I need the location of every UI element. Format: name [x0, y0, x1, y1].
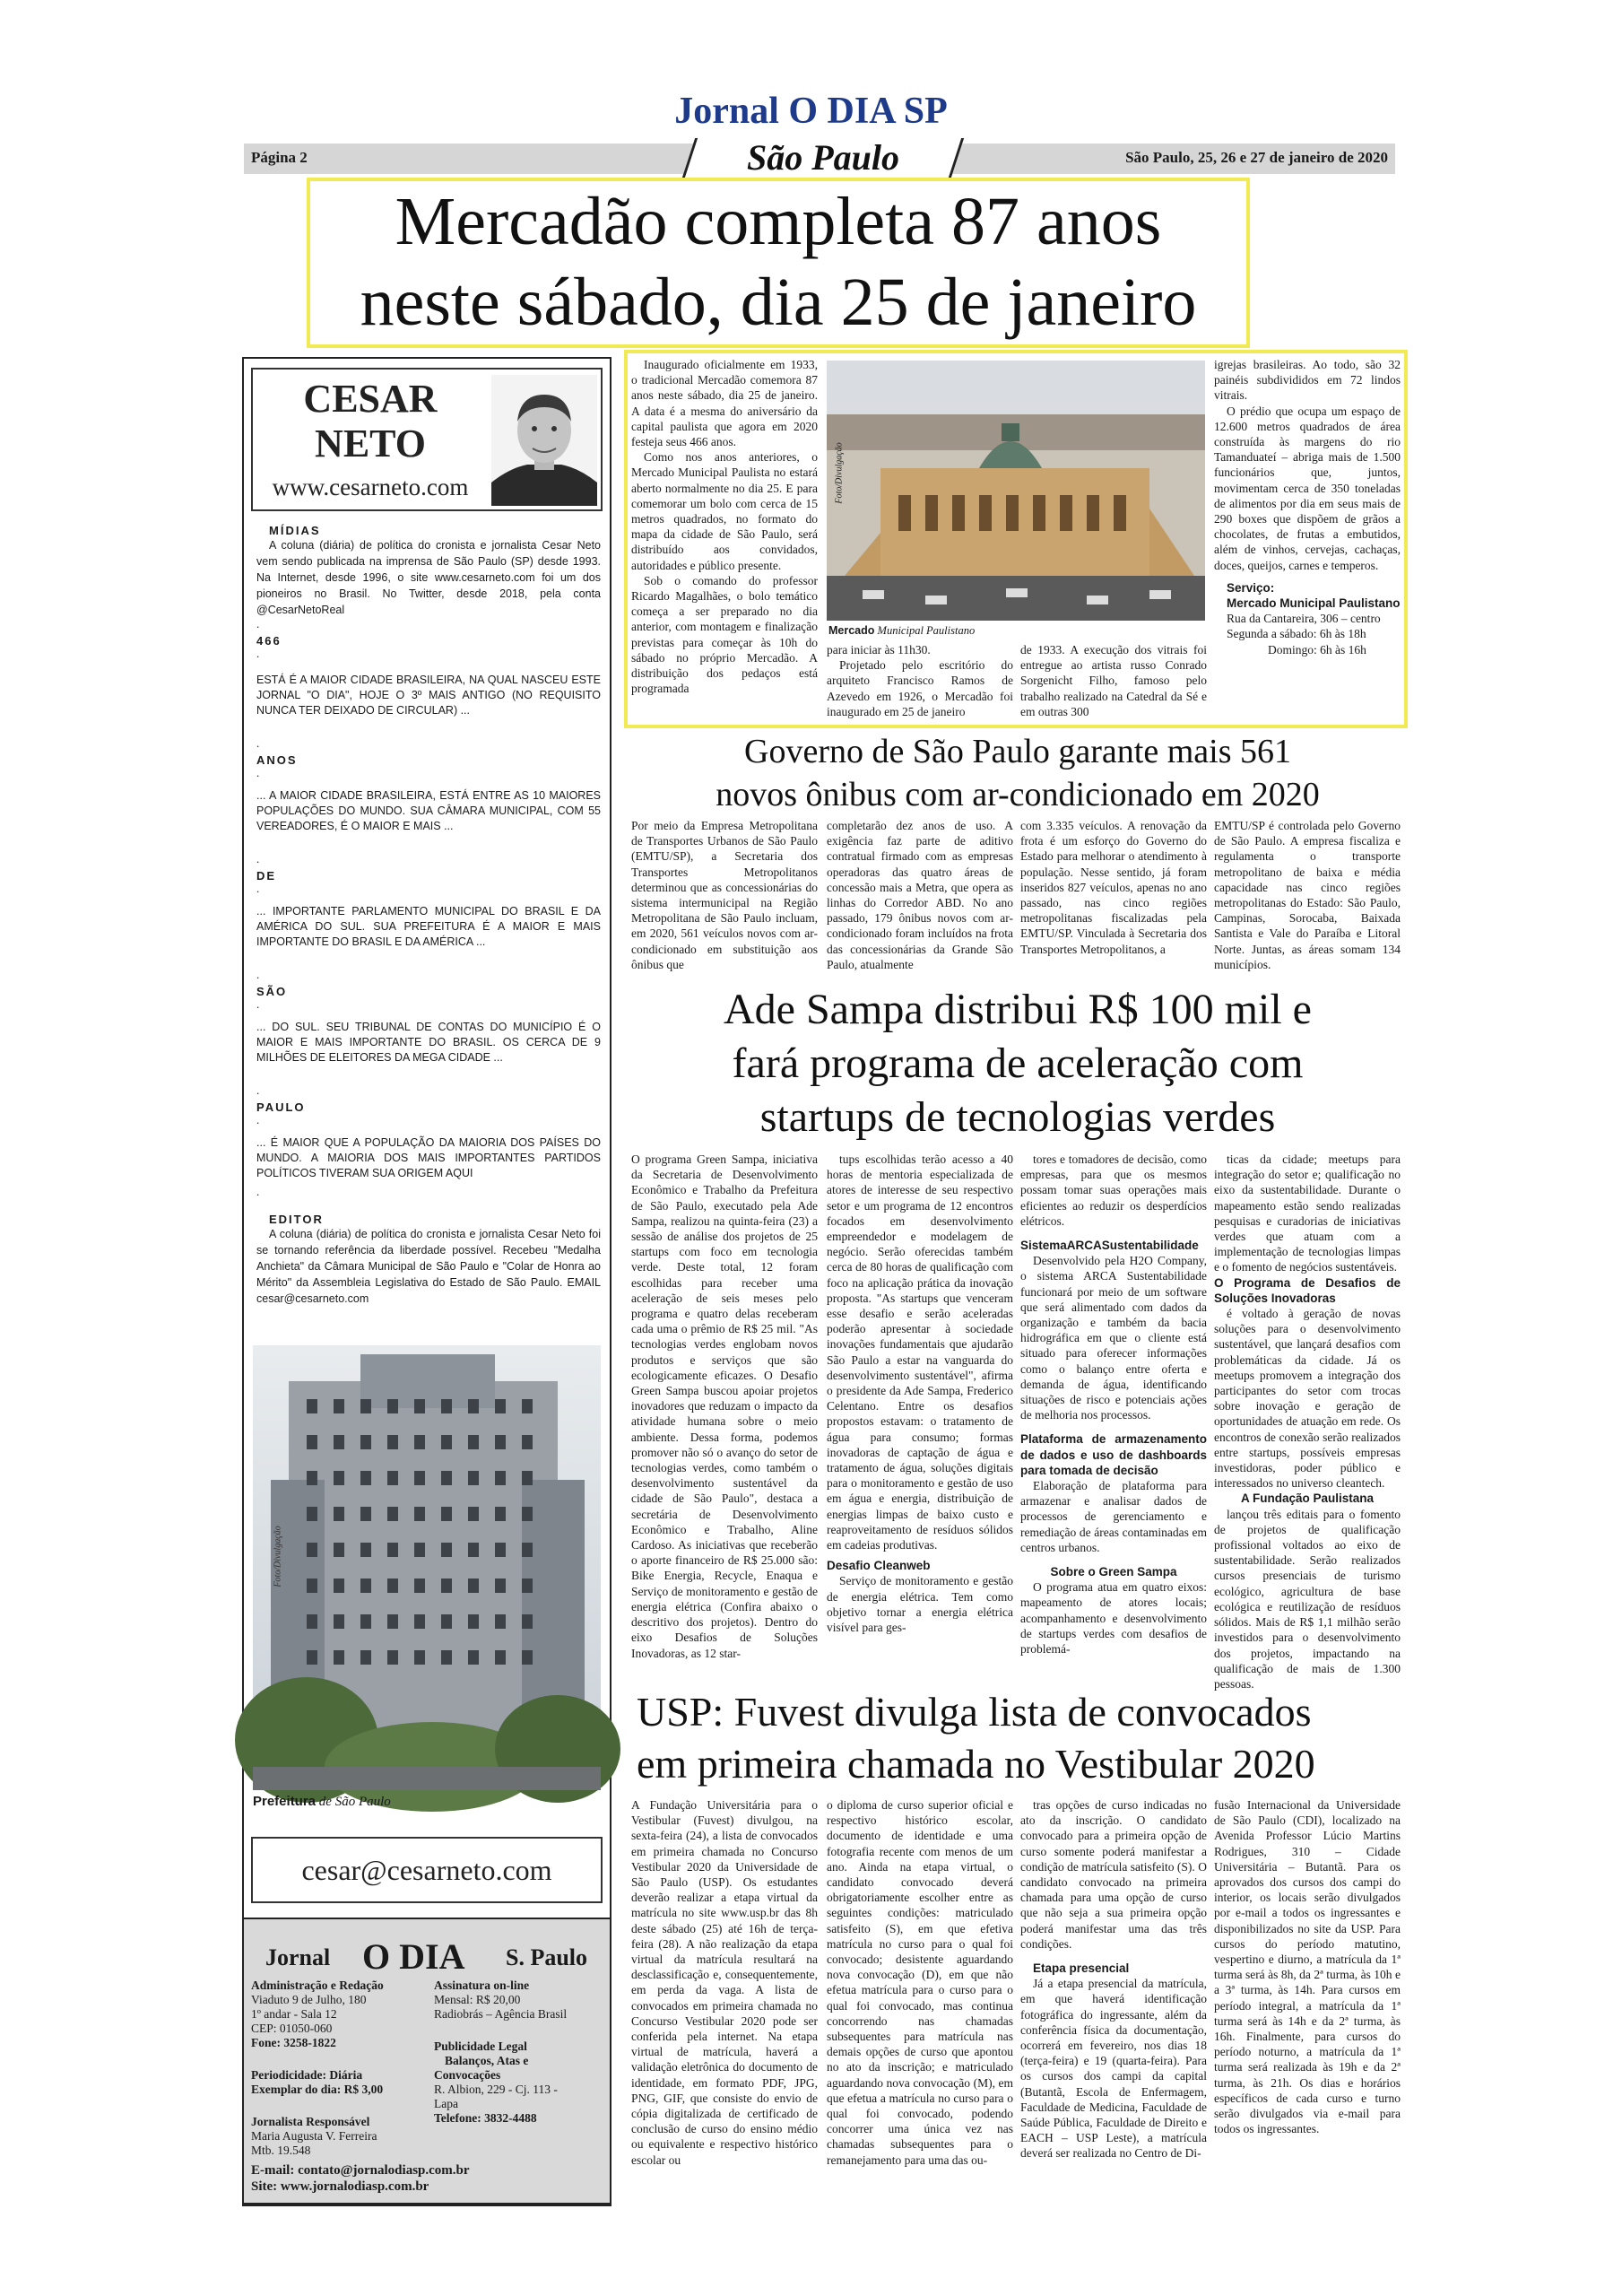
paragraph: Já a etapa presencial da matrícula, em que haverá identificação fotográfica do ingressante, além da conferência física da documentação, ocorrerá em fevereiro, nos dias 18 (terça-feira) e 19 (quarta-feira). Para os cursos dos campi da capital (Butantã, Escola de Enfermagem, Faculdade de Medicina, Faculdade de Saúde Pública, Faculdade de Direito e EACH – USP Leste), a matrícula deverá ser realizada no Centro de Di- — [1020, 1977, 1207, 2161]
usp-col1: A Fundação Universitária para o Vestibular (Fuvest) divulgou, na sexta-feira (24), a lista de convocados em primeira chamada no Concurso Vestibular 2020 da Universidade de São Paulo (USP). Os estudantes deverão realizar a etapa virtual da matrícula no site www.usp.br das 8h deste sábado (25) até 16h de terça-feira (28). A não realização da etapa virtual da matrícula resultará na desclassificação e, consequentemente, em perda da vaga. A lista de convocados em primeira chamada no Concurso Vestibular 2020 pode ser conferida pela internet. Na etapa virtual de matrícula, haverá a validação eletrônica do documento de identidade, em formato PDF, JPG, PNG, GIF, que consiste do envio de cópia digitalizada de certificado de conclusão de curso do ensino médio ou equivalente e respectivo histórico escolar ou — [631, 1798, 818, 2167]
paragraph: tras opções de curso indicadas no ato da inscrição. O candidato convocado para a primeira opção de curso somente poderá manifestar a condição de matrícula satisfeito (S). O candidato convocado na primeira chamada para uma opção de curso que não seja a sua primeira opção poderá manifestar uma das três condições. — [1020, 1798, 1207, 1951]
servico-line: Segunda a sábado: 6h às 18h — [1227, 627, 1366, 641]
mercadao-col4 — [1214, 357, 1401, 725]
jornalista-line: Maria Augusta V. Ferreira — [251, 2129, 377, 2143]
jornal-right-column — [434, 1979, 608, 2126]
publicidade-line: Balanços, Atas e — [445, 2054, 529, 2067]
publicidade-line: R. Albion, 229 - Cj. 113 - — [434, 2083, 558, 2096]
section-text-sao: ... DO SUL. SEU TRIBUNAL DE CONTAS DO MUNICÍPIO É O MAIOR E MAIS IMPORTANTE DO BRASIL. OS CERCA DE 9 MILHÕES DE ELEITORES DA MEGA CIDADE ... — [256, 1021, 601, 1064]
jornalista-line: Mtb. 19.548 — [251, 2144, 311, 2157]
subhead-arca: SistemaARCASustentabilidade — [1020, 1239, 1199, 1253]
onibus-headline — [628, 730, 1408, 816]
section-text-paulo: ... É MAIOR QUE A POPULAÇÃO DA MAIORIA DOS PAÍSES DO MUNDO. A MAIORIA DOS MAIS IMPORTANTES PARTIDOS POLÍTICOS TIVERAM SUA ORIGEM AQUI — [256, 1136, 601, 1179]
telefone: Telefone: 3832-4488 — [434, 2111, 537, 2125]
mercadao-photo — [827, 361, 1205, 621]
publicidade-line: Convocações — [434, 2068, 501, 2082]
columnist-url[interactable]: www.cesarneto.com — [272, 474, 469, 500]
columnist-avatar — [491, 375, 597, 506]
onibus-col1: Por meio da Empresa Metropolitana de Transportes Urbanos de São Paulo (EMTU/SP), a Secretaria dos Transportes Metropolitanos determinou que as concessionárias do sistema intermunicipal na Região Metropolitana de São Paulo incluam, em 2020, 561 veículos novos com ar-condicionado em substituição aos ônibus que — [631, 819, 818, 971]
servico-name: Mercado Municipal Paulistano — [1227, 596, 1401, 611]
adesampa-headline-line2: fará programa de aceleração com — [732, 1039, 1304, 1087]
section-label-editor: EDITOR — [269, 1213, 324, 1226]
jornal-email[interactable]: E-mail: contato@jornalodiasp.com.br — [251, 2163, 470, 2178]
onibus-headline-line2: novos ônibus com ar-condicionado em 2020 — [716, 776, 1320, 813]
paragraph: Elaboração de plataforma para armazenar e analisar dados de processos de gerenciamento e remediação de áreas contaminadas em centros urbanos. — [1020, 1479, 1207, 1554]
paragraph: Serviço de monitoramento e gestão de energia elétrica. Tem como objetivo tornar a energia elétrica visível para ges- — [827, 1574, 1013, 1635]
jornalista-title: Jornalista Responsável — [251, 2115, 370, 2128]
usp-headline — [628, 1686, 1408, 1790]
section-label-de: DE — [256, 869, 277, 883]
main-headline-line2: neste sábado, dia 25 de janeiro — [360, 265, 1197, 340]
subhead-fundacao: A Fundação Paulistana — [1240, 1492, 1375, 1506]
mercadao-caption-text: Municipal Paulistano — [877, 624, 976, 637]
onibus-col3: com 3.335 veículos. A renovação da frota é um esforço do Governo do Estado para melhorar o atendimento à população. Nesse sentido, já foram inseridos 827 veículos, apenas no ano passado, nas cinco regiões metropolitanas fiscalizadas pela EMTU/SP. Vinculada à Secretaria dos Transportes Metropolitanos, a — [1020, 819, 1207, 956]
subhead-etapa: Etapa presencial — [1033, 1961, 1130, 1976]
jornal-box-title — [265, 1935, 599, 1975]
masthead-title: Jornal O DIA SP — [674, 91, 948, 132]
adesampa-headline-line1: Ade Sampa distribui R$ 100 mil e — [724, 986, 1312, 1033]
paragraph: lançou três editais para o fomento de projetos de qualificação profissional voltados ao eixo de sustentabilidade. Serão realizados cursos presenciais de turismo ecológico, agricultura de base ecológica e reutilização de resíduos sólidos. Mais de R$ 1,1 milhão serão investidos para o desenvolvimento dos projetos, impactando na qualificação de mais de 1.300 pessoas. — [1214, 1507, 1401, 1691]
jornal-left-column — [251, 1979, 427, 2158]
paragraph: tups escolhidas terão acesso a 40 horas de mentoria especializada de atores de interesse de seu respectivo setor e um programa de 12 encontros focados em desenvolvimento empreendedor e modelagem de negócio. Serão oferecidas também cerca de 80 horas de qualificação com foco na aplicação prática da inovação proposta. "As startups que venceram esse desafio e serão aceleradas poderão apresentar à sociedade inovações fundamentais que ajudarão São Paulo a estar na vanguarda do desenvolvimento sustentável", afirma o presidente da Ade Sampa, Frederico Celentano. Entre os desafios propostos estavam: o tratamento de água para consumo; formas inovadoras de captação de água e tratamento de água, soluções digitais para o monitoramento e gestão de uso em água e energia, distribuição de energias limpas de baixo custo e reaproveitamento de resíduos sólidos em cadeias produtivas. — [827, 1152, 1013, 1552]
paragraph: Inaugurado oficialmente em 1933, o tradicional Mercadão comemora 87 anos neste sábado, dia 25 de janeiro. A data é a mesma do aniversário da capital paulista que agora em 2020 festeja seus 466 anos. — [631, 358, 818, 449]
jornal-word: Jornal — [265, 1944, 331, 1970]
paragraph: ticas da cidade; meetups para integração do setor e; qualificação no eixo da sustentabilidade. Durante o mapeamento estão sendo realizadas pesquisas e curadorias de iniciativas verdes que atuam com a implementação de tecnologias limpas e o fomento de negócios sustentáveis. — [1214, 1152, 1401, 1274]
adesampa-col4 — [1214, 1152, 1401, 1691]
columnist-first-name: CESAR — [303, 377, 438, 421]
column-body: MÍDIAS A coluna (diária) de política do cronista e jornalista Cesar Neto vem sendo publicada na imprensa de São Paulo (SP) desde 1993. Na Internet, desde 1996, o site www.cesarneto.com foi um dos pioneiros no Brasil. No Twitter, desde 2018, pela conta @CesarNetoReal . 466 . ESTÁ É A MAIOR CIDADE BRASILEIRA, NA QUAL NASCEU ESTE JORNAL "O DIA", HOJE O 3º MAIS ANTIGO (NO REQUISITO NUNCA TER DEIXADO DE CIRCULAR) ... . ANOS . ... A MAIOR CIDADE BRASILEIRA, ESTÁ ENTRE AS 10 MAIORES POPULAÇÕES DO MUNDO. SUA CÂMARA MUNICIPAL, COM 55 VEREADORES, É O MAIOR E MAIS ... . DE . ... IMPORTANTE PARLAMENTO MUNICIPAL DO BRASIL E DA AMÉRICA DO SUL. SUA PREFEITURA É A MAIOR E MAIS IMPORTANTE DO BRASIL E DA AMÉRICA ... . SÃO . ... DO SUL. SEU TRIBUNAL DE CONTAS DO MUNICÍPIO É O MAIOR E MAIS IMPORTANTE DO BRASIL. OS CERCA DE 9 MILHÕES DE ELEITORES DA MEGA CIDADE ... . PAULO . ... É MAIOR QUE A POPULAÇÃO DA MAIORIA DOS PAÍSES DO MUNDO. A MAIORIA DOS MAIS IMPORTANTES PARTIDOS POLÍTICOS TIVERAM SUA ORIGEM AQUI . EDITOR A coluna (diária) de política do cronista e jornalista Cesar Neto foi se tornando referência da liberdade possível. Recebeu "Medalha Anchieta" da Câmara Municipal de São Paulo e "Colar de Honra ao Mérito" da Assembleia Legislativa do Estado de São Paulo. EMAIL cesar@cesarneto.com — [256, 524, 601, 1309]
servico-title: Serviço: — [1227, 580, 1275, 595]
section-label-466: 466 — [256, 634, 282, 648]
exemplar: Exemplar do dia: R$ 3,00 — [251, 2083, 384, 2096]
paragraph: O programa atua em quatro eixos: mapeamento de atores locais; acompanhamento e desenvolvimento de startups verdes com desafios de problemá- — [1020, 1580, 1207, 1657]
o-dia-word: O DIA — [362, 1936, 465, 1977]
prefeitura-caption-bold: Prefeitura — [253, 1794, 317, 1809]
prefeitura-caption-text: de São Paulo — [318, 1795, 391, 1809]
adesampa-col3 — [1020, 1152, 1207, 1681]
adesampa-headline-line3: startups de tecnologias verdes — [759, 1093, 1276, 1141]
columnist-last-name: NETO — [315, 422, 426, 465]
section-label-paulo: PAULO — [256, 1100, 306, 1114]
paragraph: é voltado à geração de novas soluções para o desenvolvimento sustentável, que lançará desafios com problemáticas da cidade. Já os meetups promovem a integração dos participantes do setor com trocas sobre inovação e geração de oportunidades de atuação em rede. Os encontros de conexão serão realizados entre startups, possíveis empresas investidoras, poder público e interessados no universo cleantech. — [1214, 1307, 1401, 1491]
admin-line: Viaduto 9 de Julho, 180 — [251, 1993, 367, 2006]
subhead-green-sampa: Sobre o Green Sampa — [1050, 1565, 1177, 1579]
subhead-cleanweb: Desafio Cleanweb — [827, 1559, 931, 1573]
adesampa-col1: O programa Green Sampa, iniciativa da Secretaria de Desenvolvimento Econômico e Trabalho da Prefeitura de São Paulo, executado pela Ade Sampa, realizou na quinta-feira (23) a sessão de análise dos projetos de 25 startups com foco em tecnologia verde. Deste total, 12 foram escolhidas para receber uma aceleração de seis meses pelo programa e quatro delas receberam cada uma o prêmio de R$ 25 mil. "As tecnologias verdes englobam novos produtos e serviços que são ecologicamente eficazes. O Desafio Green Sampa buscou apoiar projetos inovadores que reduzam o impacto da atividade humana sobre o meio ambiente. Dessa forma, podemos promover não só o avanço do setor de tecnologias verdes, como também o desenvolvimento sustentável da cidade de São Paulo", destaca a secretária de Desenvolvimento Econômico e Trabalho, Aline Cardoso. As iniciativas que receberão o aporte financeiro de R$ 25.000 são: Bike Energia, Recycle, Enaqua e Serviço de monitoramento e gestão de energia elétrica (Confira abaixo o descritivo dos projetos). Dentro do eixo Desafios de Soluções Inovadoras, as 12 star- — [631, 1152, 818, 1660]
paragraph: igrejas brasileiras. Ao todo, são 32 painéis subdivididos em 72 lindos vitrais. — [1214, 358, 1401, 403]
mercadao-col3 — [1020, 642, 1207, 723]
admin-line: CEP: 01050-060 — [251, 2022, 333, 2035]
issue-date: São Paulo, 25, 26 e 27 de janeiro de 2020 — [1125, 149, 1388, 166]
servico-line: Domingo: 6h às 16h — [1268, 642, 1366, 657]
section-label-sao: SÃO — [256, 985, 288, 998]
page-number: Página 2 — [251, 149, 308, 166]
usp-col4: fusão Internacional da Universidade de São Paulo (CDI), localizado na Avenida Professor Lúcio Martins Rodrigues, 310 – Cidade Universitária – Butantã. Para os aprovados dos cursos dos campi do interior, os locais serão divulgados por e-mail a todos os ingressantes e disponibilizados no site da USP. Para cursos do período matutino, vespertino e diurno, a matrícula da 1ª turma será às 8h, da 2ª turma, às 10h e a 3ª turma, às 14h. Para cursos em período integral, a matrícula da 1ª turma será às 14h e da 2ª turma, às 16h. Finalmente, para cursos do período noturno, a matrícula da 1ª turma será realizada às 19h e da 2ª turma, às 21h. Os dias e horários específicos de cada curso e turno serão divulgados via e-mail para todos os ingressantes. — [1214, 1798, 1401, 2136]
section-label-anos: ANOS — [256, 753, 298, 767]
usp-headline-line1: USP: Fuvest divulga lista de convocados — [637, 1689, 1312, 1735]
paragraph: de 1933. A execução dos vitrais foi entregue ao artista russo Conrado Sorgenicht Filho, famoso pelo trabalho realizado na Catedral da Sé e em outras 300 — [1020, 643, 1207, 718]
paragraph: Projetado pelo escritório do arquiteto Francisco Ramos de Azevedo em 1926, o Mercadão foi inaugurado em 25 de janeiro — [827, 658, 1013, 718]
paragraph: Desenvolvido pela H2O Company, o sistema ARCA Sustentabilidade funcionará por meio de um software que será alimentado com dados da organização e também da bacia hidrográfica em que o cliente está situado para oferecer informações como o balanço entre oferta e demanda de água, identificando situações de risco e potenciais ações de melhoria nos processos. — [1020, 1254, 1207, 1422]
section-text-anos: ... A MAIOR CIDADE BRASILEIRA, ESTÁ ENTRE AS 10 MAIORES POPULAÇÕES DO MUNDO. SUA CÂMARA MUNICIPAL, COM 55 VEREADORES, É O MAIOR E MAIS ... — [256, 789, 601, 832]
mercadao-photo-credit: Foto/Divulgação — [834, 442, 845, 504]
onibus-col4: EMTU/SP é controlada pelo Governo de São Paulo. A empresa fiscaliza e regulamenta o transporte metropolitano de baixa e média capacidade nas cinco regiões metropolitanas do Estado: São Paulo, Campinas, Sorocaba, Baixada Santista e Vale do Paraíba e Litoral Norte. Juntas, as áreas somam 134 municípios. — [1214, 819, 1401, 971]
onibus-col2: completarão dez anos de uso. A exigência faz parte de aditivo contratual firmado com as empresas operadoras das quatro áreas de concessão mais a Metra, que opera as linhas do Corredor ABD. No ano passado, 179 ônibus novos com ar-condicionado foram incluídos na frota das concessionárias da Grande São Paulo, atualmente — [827, 819, 1013, 971]
publicidade-line: Lapa — [434, 2097, 458, 2110]
paragraph: Sob o comando do professor Ricardo Magalhães, o bolo temático começa a ser preparado no dia anterior, com montagem e finalização previstas para começar às 10h do sábado no próprio Mercadão. A distribuição dos pedaços está programada — [631, 573, 818, 696]
section-label-midias: MÍDIAS — [269, 524, 321, 537]
sp-word: S. Paulo — [506, 1944, 588, 1970]
admin-title: Administração e Redação — [251, 1979, 384, 1992]
columnist-email[interactable]: cesar@cesarneto.com — [251, 1837, 603, 1903]
section-text-midias: A coluna (diária) de política do cronista e jornalista Cesar Neto vem sendo publicada na imprensa de São Paulo (SP) desde 1993. Na Internet, desde 1996, o site www.cesarneto.com foi um dos pioneiros no Brasil. No Twitter, desde 2018, pela conta @CesarNetoReal — [256, 539, 601, 616]
mercadao-col1 — [631, 357, 818, 721]
subhead-plataforma: Plataforma de armazenamento de dados e uso de dashboards para tomada de decisão — [1020, 1432, 1207, 1477]
publicidade-title: Publicidade Legal — [434, 2039, 527, 2053]
assinatura-line: Mensal: R$ 20,00 — [434, 1993, 521, 2006]
prefeitura-credit: Foto/Divulgação — [273, 1526, 283, 1587]
usp-col2: o diploma de curso superior oficial e respectivo histórico escolar, documento de identidade e uma fotografia recente com menos de um ano. Ainda na etapa virtual, o candidato convocado deverá obrigatoriamente escolher entre as seguintes condições: matriculado satisfeito (S), em que efetiva matrícula no curso para o qual foi convocado; desistente aguardando nova convocação (D), em que não efetua matrícula para o curso para o qual foi convocado, mas continua concorrendo nas chamadas subsequentes para matrícula nas demais opções de curso que apontou no ato da inscrição; e matriculado aguardando nova convocação (M), em que efetua a matrícula no curso para o qual foi convocado, podendo concorrer uma única vez nas chamadas subsequentes para o remanejamento para uma das ou- — [827, 1798, 1013, 2167]
usp-headline-line2: em primeira chamada no Vestibular 2020 — [637, 1741, 1315, 1787]
onibus-headline-line1: Governo de São Paulo garante mais 561 — [744, 733, 1291, 770]
paragraph: para iniciar às 11h30. — [827, 643, 931, 657]
fone: Fone: 3258-1822 — [251, 2036, 336, 2049]
adesampa-col2 — [827, 1152, 1013, 1681]
mercadao-caption — [828, 624, 975, 638]
prefeitura-caption — [253, 1794, 391, 1810]
mercadao-caption-bold: Mercado — [828, 624, 875, 637]
admin-line: 1º andar - Sala 12 — [251, 2007, 337, 2021]
section-text-466: ESTÁ É A MAIOR CIDADE BRASILEIRA, NA QUAL NASCEU ESTE JORNAL "O DIA", HOJE O 3º MAIS ANTIGO (NO REQUISITO NUNCA TER DEIXADO DE CIRCULAR) ... — [256, 674, 601, 717]
servico-line: Rua da Cantareira, 306 – centro — [1227, 612, 1381, 626]
section-text-de: ... IMPORTANTE PARLAMENTO MUNICIPAL DO BRASIL E DA AMÉRICA DO SUL. SUA PREFEITURA É A MAIOR E MAIS IMPORTANTE DO BRASIL E DA AMÉRICA ... — [256, 905, 601, 948]
mercadao-col2 — [827, 642, 1013, 723]
paragraph: tores e tomadores de decisão, como empresas, para que os mesmos possam tomar suas operações mais eficientes ao reduzir os desperdícios elétricos. — [1020, 1152, 1207, 1228]
assinatura-title: Assinatura on-line — [434, 1979, 530, 1992]
main-headline — [307, 181, 1250, 343]
paragraph: O prédio que ocupa um espaço de 12.600 metros quadrados de área construída às margens do rio Tamanduateí – abriga mais de 1.500 funcionários que, juntos, movimentam cerca de 350 toneladas de alimentos por dia em seus mais de 290 boxes que dispõem de grãos a chocolates, de frutas a embutidos, além de vinhos, cervejas, cachaças, doces, queijos, carnes e temperos. — [1214, 404, 1401, 572]
jornal-site[interactable]: Site: www.jornalodiasp.com.br — [251, 2179, 429, 2194]
adesampa-headline — [628, 983, 1408, 1144]
section-text-editor: A coluna (diária) de política do cronista e jornalista Cesar Neto foi se tornando referência da liberdade possível. Recebeu "Medalha Anchieta" da Câmara Municipal de São Paulo e "Colar de Honra ao Mérito" da Assembleia Legislativa do Estado de São Paulo. EMAIL cesar@cesarneto.com — [256, 1228, 601, 1305]
main-headline-line1: Mercadão completa 87 anos — [395, 184, 1162, 259]
usp-col3 — [1020, 1797, 1207, 2208]
assinatura-line: Radiobrás – Agência Brasil — [434, 2007, 568, 2021]
subhead-desafios: O Programa de Desafios de Soluções Inovadoras — [1214, 1275, 1401, 1305]
section-title: São Paulo — [746, 137, 900, 178]
periodicidade: Periodicidade: Diária — [251, 2068, 363, 2082]
columnist-name — [258, 377, 482, 466]
prefeitura-photo — [253, 1345, 601, 1790]
paragraph: Como nos anos anteriores, o Mercado Municipal Paulista no estará aberto normalmente no dia 25. E para comemorar um bolo com cerca de 15 metros quadrados, no formato do mapa da cidade de São Paulo, será distribuído aos convidados, autoridades e público presente. — [631, 450, 818, 572]
